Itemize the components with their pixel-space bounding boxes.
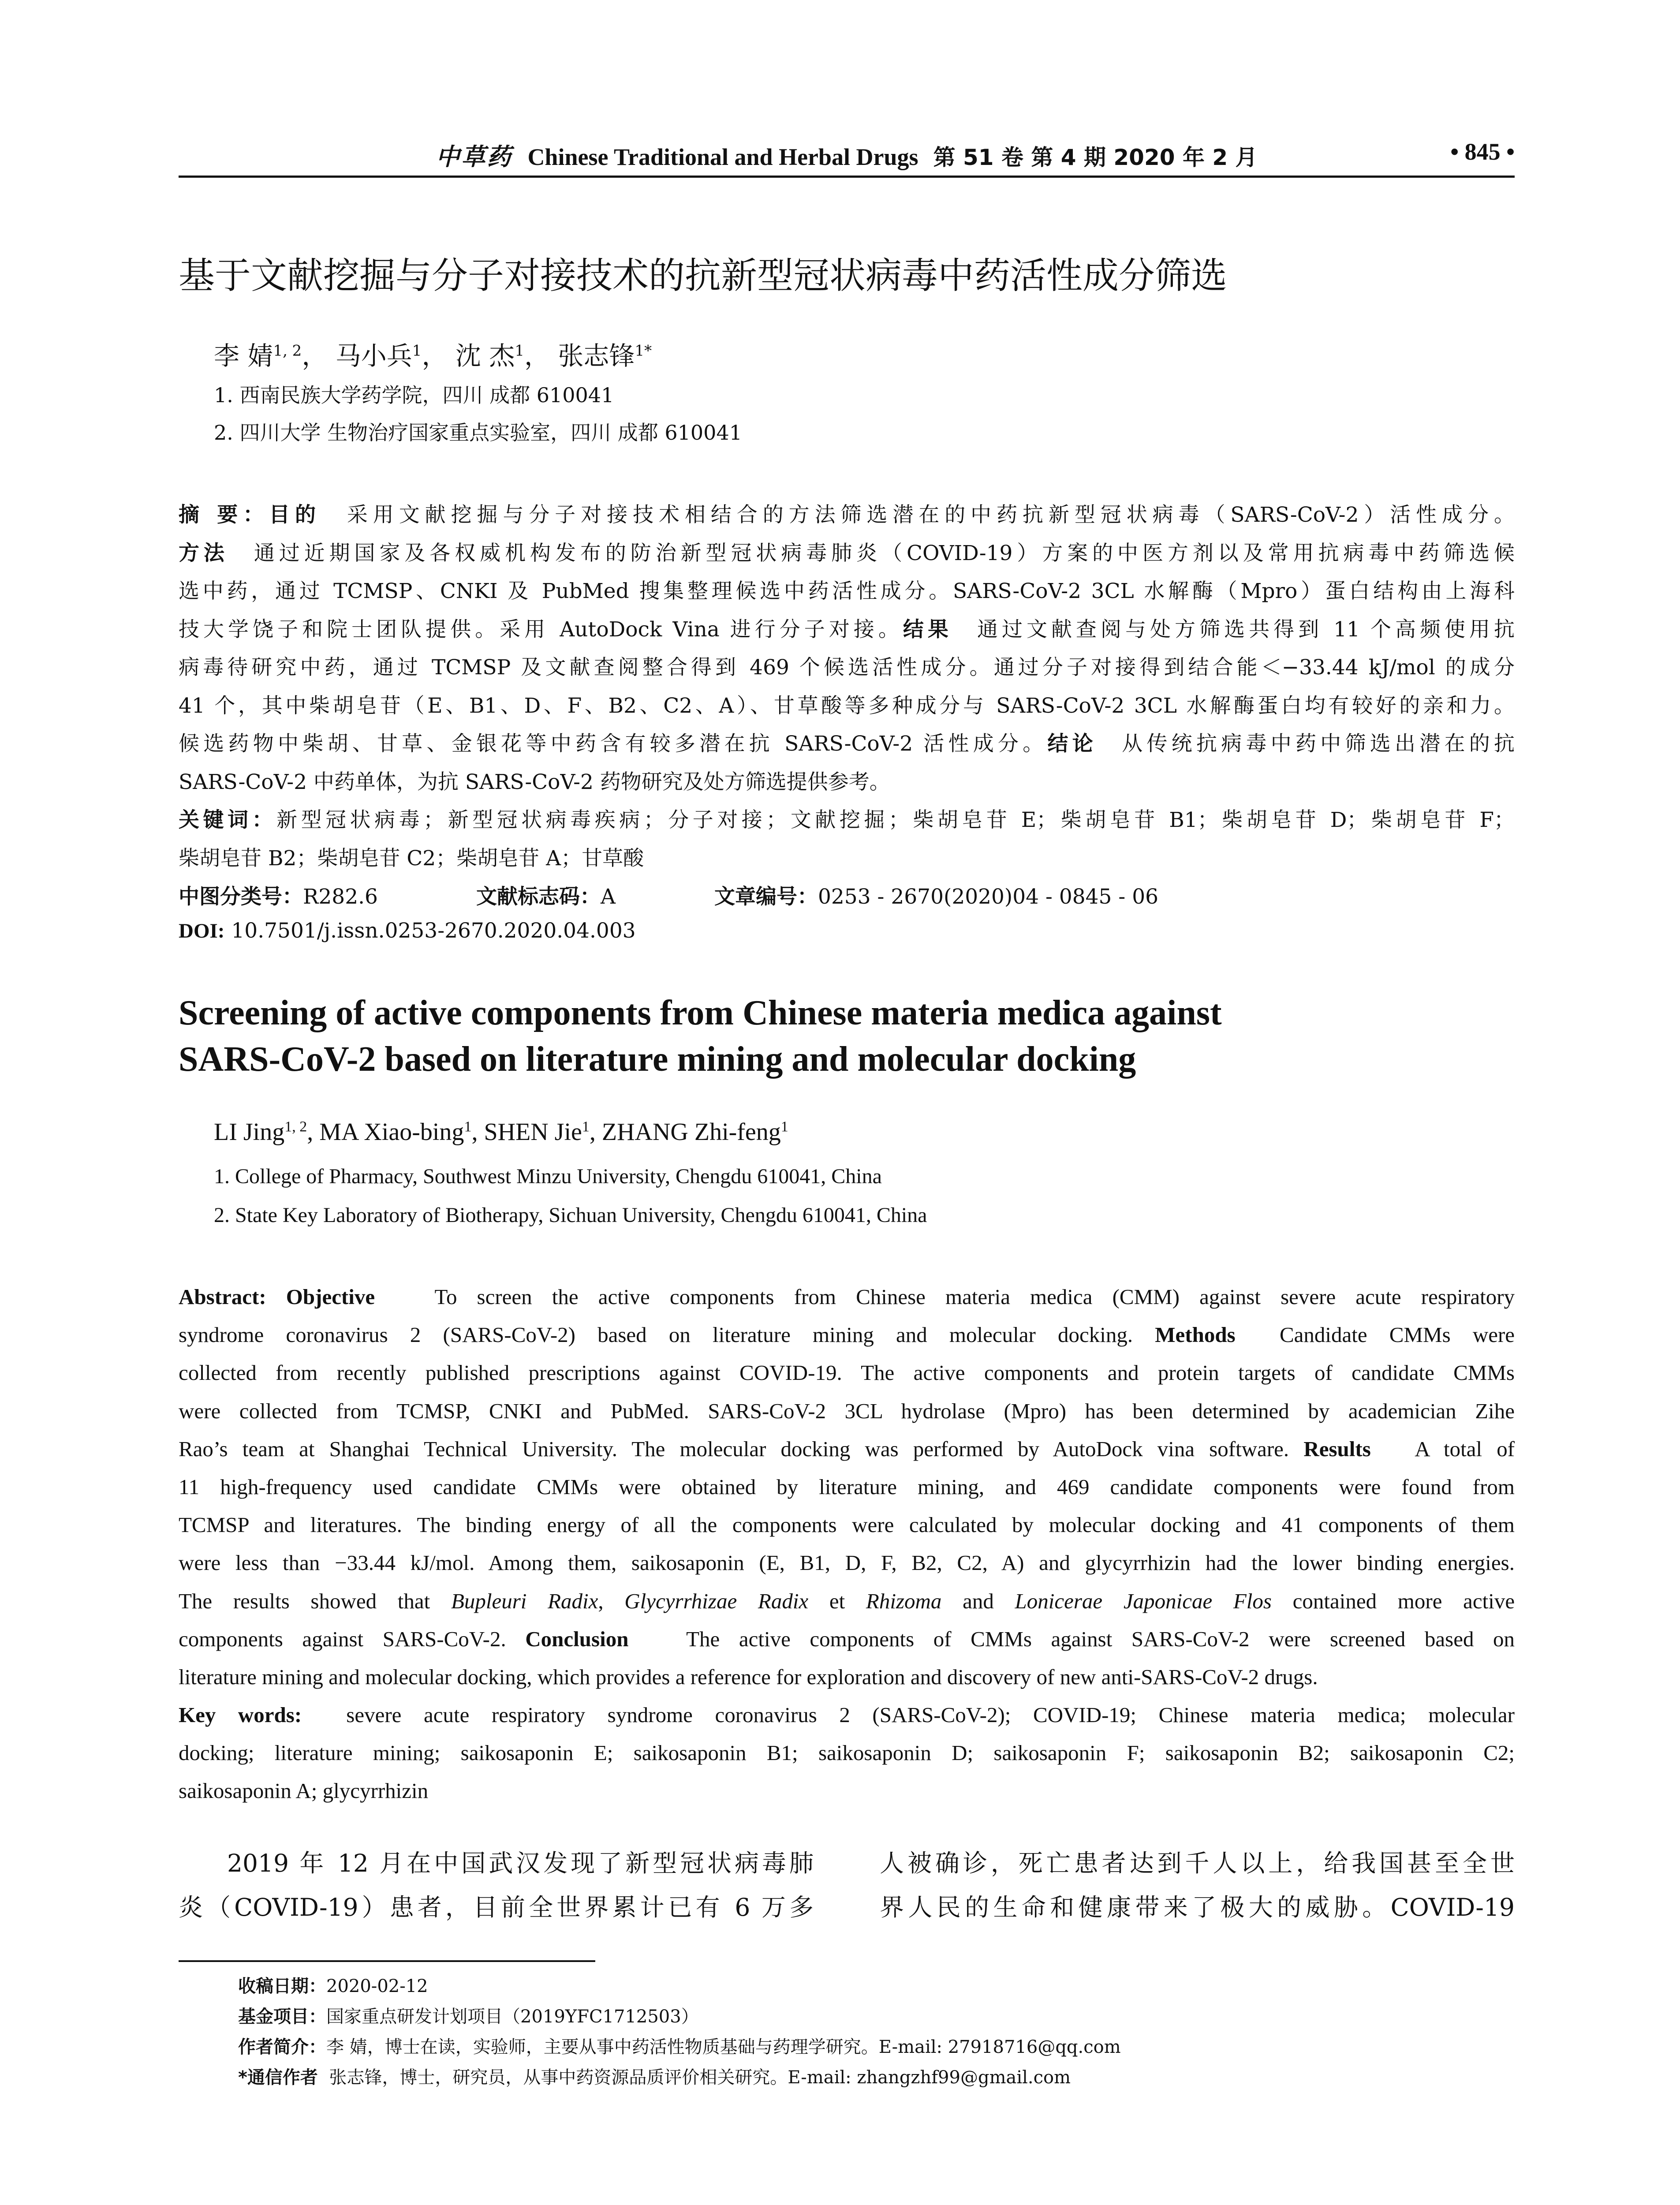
body-column-right bbox=[880, 1841, 1515, 1929]
body-column-left bbox=[179, 1841, 814, 1929]
article-number-label: 文章编号： bbox=[714, 885, 818, 909]
abstract-text: 从传统抗病毒中药中筛选出潜在的抗 bbox=[1122, 732, 1515, 756]
keywords-line: 柴胡皂苷 B2；柴胡皂苷 C2；柴胡皂苷 A；甘草酸 bbox=[179, 846, 644, 871]
abstract-text: A total of bbox=[1415, 1436, 1515, 1461]
latin-name: Rhizoma bbox=[866, 1588, 942, 1613]
journal-page bbox=[179, 0, 1515, 2205]
abstract-line bbox=[179, 611, 1515, 649]
latin-name: Glycyrrhizae Radix bbox=[624, 1588, 809, 1613]
cn-author-separator: ， bbox=[302, 341, 328, 371]
abstract-label-conclusion: Conclusion bbox=[525, 1626, 629, 1651]
abstract-line: literature mining and molecular docking, which provides a reference for exploration and discovery of new anti-SARS-CoV-2 drugs. bbox=[179, 1664, 1318, 1689]
abstract-label-objective: Abstract: Objective bbox=[179, 1285, 375, 1309]
page-number: • 845 • bbox=[1450, 138, 1515, 165]
en-abstract bbox=[179, 1278, 1515, 1810]
en-author-name: ZHANG Zhi-feng bbox=[601, 1118, 781, 1146]
doc-code bbox=[476, 880, 616, 910]
footnote-fund bbox=[238, 2002, 1121, 2032]
en-author-name: LI Jing bbox=[214, 1118, 285, 1146]
cn-affiliation: 1. 西南民族大学药学院，四川 成都 610041 bbox=[214, 383, 614, 407]
abstract-line bbox=[179, 725, 1515, 763]
abstract-text: 采用文献挖掘与分子对接技术相结合的方法筛选潜在的中药抗新型冠状病毒（SARS-CoV-2）活性成分。 bbox=[347, 503, 1515, 527]
cn-author-name: 马小兵 bbox=[335, 341, 412, 371]
abstract-text: et bbox=[829, 1588, 845, 1613]
abstract-line bbox=[179, 496, 1515, 534]
cn-author-affiliation-mark: 1 bbox=[412, 342, 422, 360]
abstract-label-results: Results bbox=[1303, 1436, 1371, 1461]
abstract-line bbox=[179, 1582, 1515, 1620]
abstract-text: and bbox=[963, 1588, 994, 1613]
abstract-text: 通过近期国家及各权威机构发布的防治新型冠状病毒肺炎（COVID-19）方案的中医方剂以及常用抗病毒中药筛选候 bbox=[254, 541, 1515, 565]
clc-label: 中图分类号： bbox=[179, 885, 303, 909]
cn-author-name: 张志锋 bbox=[558, 341, 635, 371]
footnote-text: 张志锋，博士，研究员，从事中药资源品质评价相关研究。E-mail: zhangzhf99@gmail.com bbox=[329, 2067, 1071, 2088]
abstract-line: 选中药，通过 TCMSP、CNKI 及 PubMed 搜集整理候选中药活性成分。SARS-CoV-2 3CL 水解酶（Mpro）蛋白结构由上海科 bbox=[179, 579, 1515, 603]
footnote-label: *通信作者 bbox=[238, 2067, 318, 2088]
en-author-affiliation-mark: 1 bbox=[582, 1118, 590, 1135]
abstract-text: , bbox=[598, 1588, 604, 1613]
article-number bbox=[714, 880, 1158, 910]
keywords-line: saikosaponin A; glycyrrhizin bbox=[179, 1779, 429, 1803]
abstract-text: 候选药物中柴胡、甘草、金银花等中药含有较多潜在抗 SARS-CoV-2 活性成分。 bbox=[179, 732, 1048, 756]
cn-affiliation: 2. 四川大学 生物治疗国家重点实验室，四川 成都 610041 bbox=[214, 421, 742, 445]
abstract-text: 技大学饶子和院士团队提供。采用 AutoDock Vina 进行分子对接。 bbox=[179, 617, 903, 642]
footnote-label: 基金项目： bbox=[238, 2007, 326, 2027]
abstract-text: The results showed that bbox=[179, 1588, 430, 1613]
en-author-affiliation-mark: 1, 2 bbox=[284, 1118, 307, 1135]
footnote-text: 李 婧，博士在读，实验师，主要从事中药活性物质基础与药理学研究。E-mail: 27918716@qq.com bbox=[326, 2037, 1121, 2057]
abstract-text: 通过文献查阅与处方筛选共得到 11 个高频使用抗 bbox=[977, 617, 1515, 642]
abstract-text: syndrome coronavirus 2 (SARS-CoV-2) based on literature mining and molecular docking. bbox=[179, 1323, 1133, 1347]
keywords-line bbox=[179, 1696, 1515, 1734]
keywords-line bbox=[179, 801, 1515, 840]
abstract-label-methods: Methods bbox=[1155, 1323, 1236, 1347]
en-author-separator: , bbox=[589, 1118, 602, 1146]
abstract-line: were less than −33.44 kJ/mol. Among them, saikosaponin (E, B1, D, F, B2, C2, A) and glycyrrhizin had the lower binding energies. bbox=[179, 1551, 1515, 1575]
en-author-name: MA Xiao-bing bbox=[319, 1118, 464, 1146]
abstract-line: 11 high-frequency used candidate CMMs were obtained by literature mining, and 469 candidate components were found from bbox=[179, 1474, 1515, 1499]
abstract-line bbox=[179, 534, 1515, 573]
cn-author-name: 沈 杰 bbox=[455, 341, 515, 371]
en-author-name: SHEN Jie bbox=[484, 1118, 582, 1146]
en-title-line: SARS-CoV-2 based on literature mining and molecular docking bbox=[179, 1040, 1136, 1079]
footnote-corresponding bbox=[238, 2063, 1121, 2093]
cn-author-separator: ， bbox=[422, 341, 448, 371]
doi-row bbox=[179, 919, 1515, 943]
footnote-received bbox=[238, 1971, 1121, 2002]
footnote-rule bbox=[179, 1960, 595, 1962]
abstract-text: contained more active bbox=[1292, 1588, 1515, 1613]
header-rule bbox=[179, 176, 1515, 178]
abstract-text: Rao’s team at Shanghai Technical University. The molecular docking was performed by AutoDock vina software. bbox=[179, 1436, 1289, 1461]
en-author-separator: , bbox=[471, 1118, 484, 1146]
article-number-value: 0253 - 2670(2020)04 - 0845 - 06 bbox=[818, 885, 1159, 909]
classification-row bbox=[179, 880, 1515, 910]
en-affiliation: 1. College of Pharmacy, Southwest Minzu University, Chengdu 610041, China bbox=[214, 1165, 882, 1188]
abstract-label-conclusion: 结论 bbox=[1047, 732, 1098, 756]
abstract-label-results: 结果 bbox=[903, 617, 952, 642]
journal-logo: 中草药 bbox=[436, 142, 513, 171]
running-header-center bbox=[179, 138, 1515, 172]
en-author-affiliation-mark: 1 bbox=[464, 1118, 472, 1135]
footnote-author-bio bbox=[238, 2032, 1121, 2063]
latin-name: Bupleuri Radix bbox=[451, 1588, 598, 1613]
keywords-line: docking; literature mining; saikosaponin E; saikosaponin B1; saikosaponin D; saikosaponin F; saikosaponin B2; saikosaponin C2; bbox=[179, 1741, 1515, 1765]
footnotes bbox=[238, 1971, 1121, 2093]
cn-author-affiliation-mark: 1, 2 bbox=[273, 342, 302, 360]
en-authors bbox=[214, 1118, 788, 1146]
footnote-label: 收稿日期： bbox=[238, 1976, 326, 1996]
body-line: 2019 年 12 月在中国武汉发现了新型冠状病毒肺 bbox=[227, 1849, 814, 1877]
keywords-text: 新型冠状病毒；新型冠状病毒疾病；分子对接；文献挖掘；柴胡皂苷 E；柴胡皂苷 B1；柴胡皂苷 D；柴胡皂苷 F； bbox=[276, 808, 1515, 832]
running-header bbox=[179, 135, 1515, 175]
doi-label: DOI: bbox=[179, 919, 225, 942]
keywords-label: 关键词： bbox=[179, 808, 277, 832]
abstract-text: Candidate CMMs were bbox=[1279, 1323, 1515, 1347]
cn-title: 基于文献挖掘与分子对接技术的抗新型冠状病毒中药活性成分筛选 bbox=[179, 255, 1228, 297]
abstract-line: TCMSP and literatures. The binding energy of all the components were calculated by molecular docking and 41 components of them bbox=[179, 1513, 1515, 1537]
cn-author-separator: ， bbox=[524, 341, 550, 371]
cn-authors bbox=[214, 335, 652, 372]
abstract-line bbox=[179, 1278, 1515, 1316]
footnote-text: 国家重点研发计划项目（2019YFC1712503） bbox=[326, 2007, 699, 2027]
abstract-line: SARS-CoV-2 中药单体，为抗 SARS-CoV-2 药物研究及处方筛选提供参考。 bbox=[179, 770, 890, 794]
abstract-line: were collected from TCMSP, CNKI and PubMed. SARS-CoV-2 3CL hydrolase (Mpro) has been determined by academician Zihe bbox=[179, 1398, 1515, 1423]
latin-name: Lonicerae Japonicae Flos bbox=[1015, 1588, 1272, 1613]
body-line: 界人民的生命和健康带来了极大的威胁。COVID-19 bbox=[880, 1893, 1515, 1921]
doc-code-value: A bbox=[601, 885, 616, 909]
clc-value: R282.6 bbox=[303, 885, 378, 909]
journal-issue: 第 51 卷 第 4 期 2020 年 2 月 bbox=[933, 145, 1258, 170]
abstract-line bbox=[179, 1620, 1515, 1658]
abstract-line bbox=[179, 1430, 1515, 1468]
abstract-line: collected from recently published prescriptions against COVID-19. The active components and protein targets of candidate CMMs bbox=[179, 1360, 1515, 1385]
en-author-separator: , bbox=[307, 1118, 320, 1146]
cn-author-name: 李 婧 bbox=[214, 341, 273, 371]
abstract-text: To screen the active components from Chinese materia medica (CMM) against severe acute respiratory bbox=[434, 1285, 1515, 1309]
doi-value: 10.7501/j.issn.0253-2670.2020.04.003 bbox=[231, 919, 636, 943]
en-author-affiliation-mark: 1 bbox=[780, 1118, 788, 1135]
body-line: 人被确诊，死亡患者达到千人以上，给我国甚至全世 bbox=[880, 1849, 1515, 1877]
en-title-line: Screening of active components from Chinese materia medica against bbox=[179, 994, 1222, 1032]
footnote-label: 作者简介： bbox=[238, 2037, 326, 2057]
abstract-text: components against SARS-CoV-2. bbox=[179, 1626, 506, 1651]
cn-author-affiliation-mark: 1 bbox=[515, 342, 524, 360]
abstract-line: 41 个，其中柴胡皂苷（E、B1、D、F、B2、C2、A）、甘草酸等多种成分与 SARS-CoV-2 3CL 水解酶蛋白均有较好的亲和力。 bbox=[179, 693, 1515, 718]
footnote-text: 2020-02-12 bbox=[326, 1976, 428, 1996]
abstract-text: The active components of CMMs against SARS-CoV-2 were screened based on bbox=[686, 1626, 1515, 1651]
en-affiliation: 2. State Key Laboratory of Biotherapy, Sichuan University, Chengdu 610041, China bbox=[214, 1203, 927, 1227]
abstract-line bbox=[179, 1316, 1515, 1354]
abstract-label-methods: 方法 bbox=[179, 541, 229, 565]
keywords-label: Key words: bbox=[179, 1703, 302, 1727]
abstract-label-objective: 摘 要：目的 bbox=[179, 503, 321, 527]
body-line: 炎（COVID-19）患者，目前全世界累计已有 6 万多 bbox=[179, 1893, 814, 1921]
journal-name: Chinese Traditional and Herbal Drugs bbox=[527, 144, 918, 170]
keywords-text: severe acute respiratory syndrome coronavirus 2 (SARS-CoV-2); COVID-19; Chinese materia medica; molecular bbox=[346, 1703, 1515, 1727]
en-title bbox=[179, 990, 1222, 1083]
abstract-line: 病毒待研究中药，通过 TCMSP 及文献查阅整合得到 469 个候选活性成分。通过分子对接得到结合能＜−33.44 kJ/mol 的成分 bbox=[179, 655, 1515, 680]
cn-abstract bbox=[179, 496, 1515, 878]
cn-author-affiliation-mark: 1* bbox=[635, 342, 652, 360]
doc-code-label: 文献标志码： bbox=[476, 885, 601, 909]
